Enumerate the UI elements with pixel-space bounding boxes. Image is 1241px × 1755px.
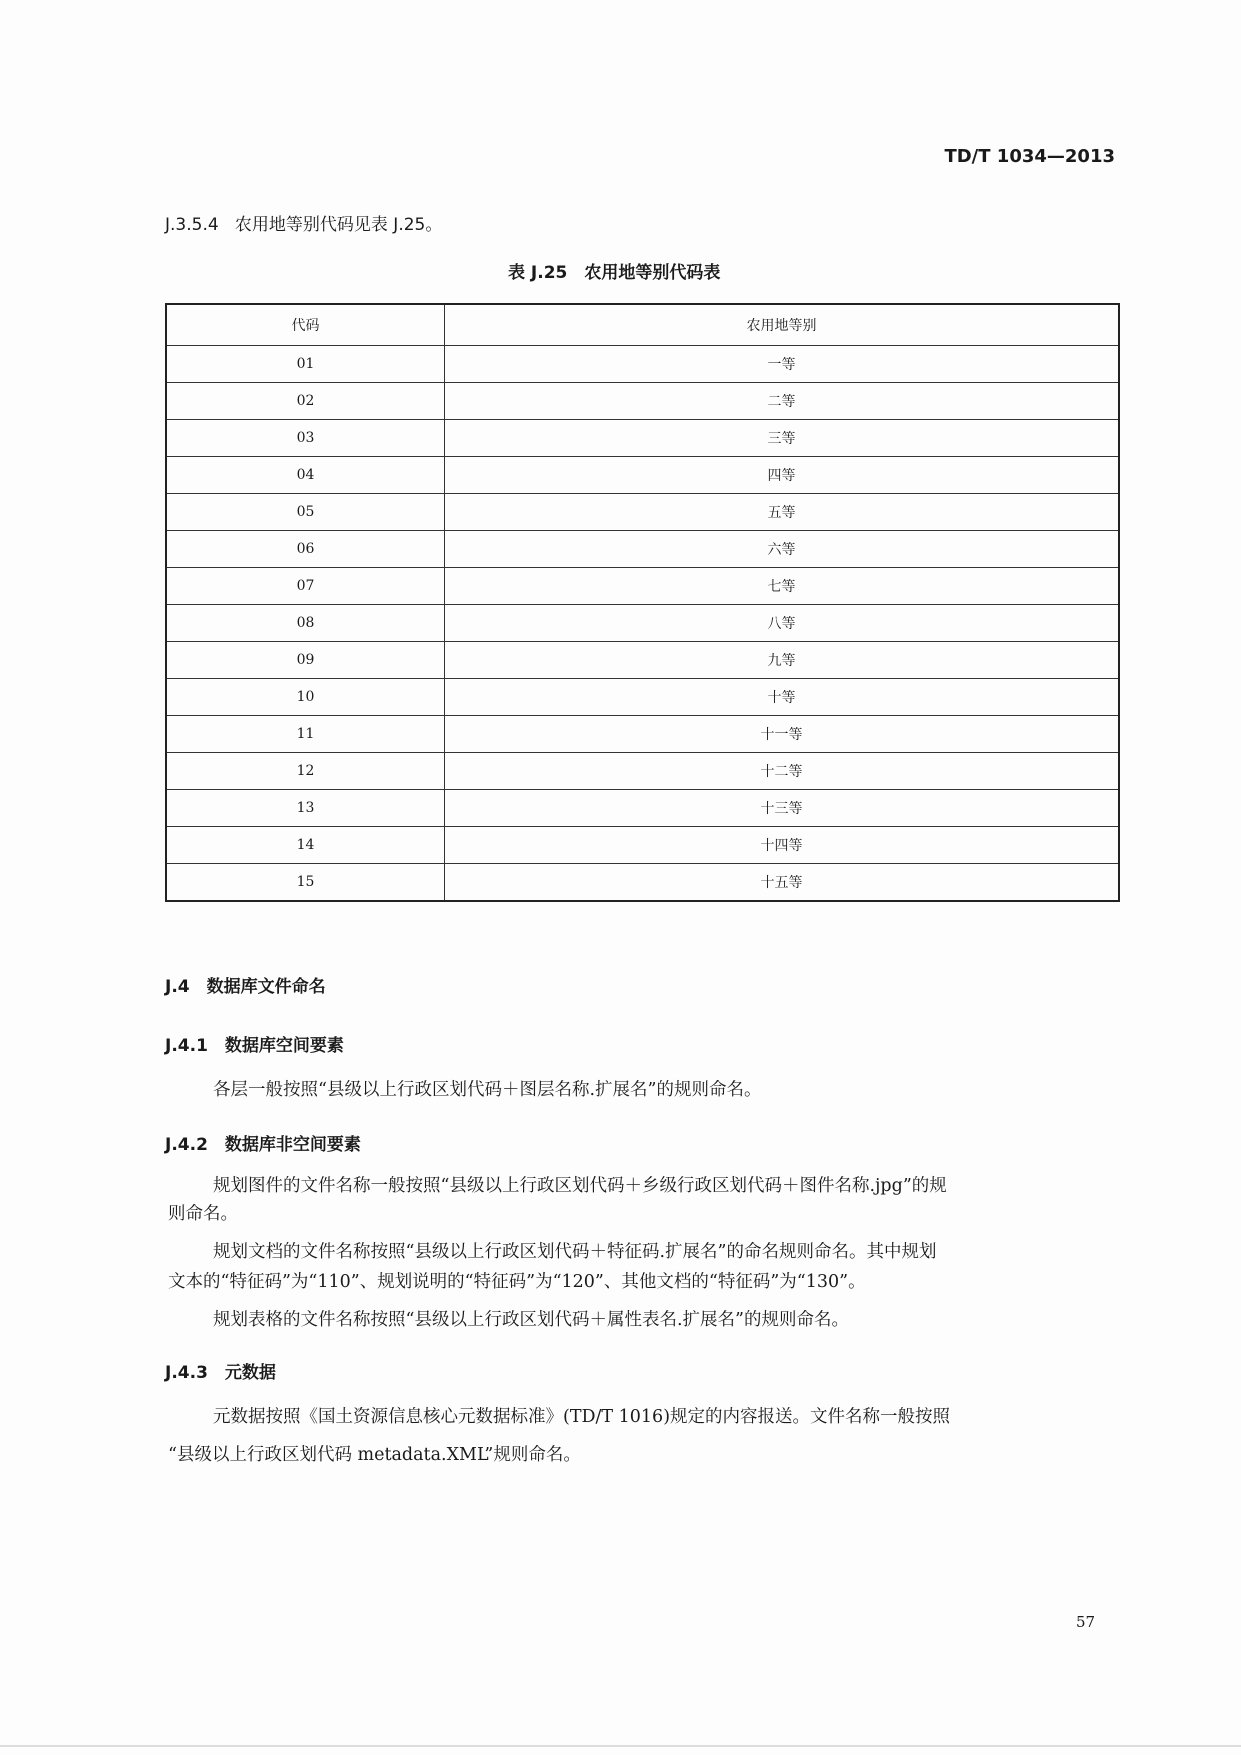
paragraph: 规划文档的文件名称按照“县级以上行政区划代码＋特征码.扩展名”的命名规则命名。其中规划 xyxy=(213,1242,937,1262)
table-caption: 表 J.25 农用地等别代码表 xyxy=(508,263,721,283)
cell-grade: 五等 xyxy=(445,494,1120,531)
cell-grade: 八等 xyxy=(445,605,1120,642)
cell-grade: 十三等 xyxy=(445,790,1120,827)
cell-grade: 十二等 xyxy=(445,753,1120,790)
table-row xyxy=(166,827,1119,864)
paragraph: “县级以上行政区划代码 metadata.XML”规则命名。 xyxy=(168,1445,581,1465)
column-header-grade: 农用地等别 xyxy=(445,304,1120,346)
cell-code: 02 xyxy=(166,383,445,420)
table-row xyxy=(166,457,1119,494)
cell-code: 01 xyxy=(166,346,445,383)
paragraph: 各层一般按照“县级以上行政区划代码＋图层名称.扩展名”的规则命名。 xyxy=(213,1080,762,1100)
paragraph: 元数据按照《国土资源信息核心元数据标准》(TD/T 1016)规定的内容报送。文件名称一般按照 xyxy=(213,1407,951,1427)
table-row xyxy=(166,753,1119,790)
cell-grade: 三等 xyxy=(445,420,1120,457)
cell-grade: 十四等 xyxy=(445,827,1120,864)
cell-code: 14 xyxy=(166,827,445,864)
page-number: 57 xyxy=(1076,1613,1096,1631)
table-row xyxy=(166,531,1119,568)
section-number: J.3.5.4 xyxy=(165,215,219,235)
section-text: 农用地等别代码见表 J.25。 xyxy=(234,215,443,235)
table-row xyxy=(166,494,1119,531)
heading-j41: J.4.1 数据库空间要素 xyxy=(165,1036,344,1056)
standard-number: TD/T 1034—2013 xyxy=(944,146,1115,167)
cell-code: 07 xyxy=(166,568,445,605)
cell-code: 10 xyxy=(166,679,445,716)
cell-code: 12 xyxy=(166,753,445,790)
cell-grade: 十五等 xyxy=(445,864,1120,902)
cell-code: 09 xyxy=(166,642,445,679)
table-row xyxy=(166,420,1119,457)
cell-grade: 十等 xyxy=(445,679,1120,716)
heading-j43: J.4.3 元数据 xyxy=(165,1363,276,1383)
table-row xyxy=(166,642,1119,679)
table-row xyxy=(166,383,1119,420)
heading-j42: J.4.2 数据库非空间要素 xyxy=(165,1135,361,1155)
cell-code: 15 xyxy=(166,864,445,902)
paragraph: 则命名。 xyxy=(168,1204,238,1224)
cell-code: 06 xyxy=(166,531,445,568)
cell-code: 03 xyxy=(166,420,445,457)
paragraph: 文本的“特征码”为“110”、规划说明的“特征码”为“120”、其他文档的“特征码”为“130”。 xyxy=(168,1272,866,1292)
cell-grade: 四等 xyxy=(445,457,1120,494)
grade-code-table xyxy=(165,303,1120,902)
cell-code: 08 xyxy=(166,605,445,642)
table-header-row xyxy=(166,304,1119,346)
section-j354 xyxy=(165,210,442,235)
table-row xyxy=(166,679,1119,716)
cell-grade: 一等 xyxy=(445,346,1120,383)
cell-grade: 十一等 xyxy=(445,716,1120,753)
column-header-code: 代码 xyxy=(166,304,445,346)
cell-code: 04 xyxy=(166,457,445,494)
table-row xyxy=(166,864,1119,902)
cell-code: 05 xyxy=(166,494,445,531)
table-row xyxy=(166,346,1119,383)
table-row xyxy=(166,790,1119,827)
table-row xyxy=(166,605,1119,642)
cell-grade: 七等 xyxy=(445,568,1120,605)
paragraph: 规划图件的文件名称一般按照“县级以上行政区划代码＋乡级行政区划代码＋图件名称.jpg”的规 xyxy=(213,1176,947,1196)
paragraph: 规划表格的文件名称按照“县级以上行政区划代码＋属性表名.扩展名”的规则命名。 xyxy=(213,1310,849,1330)
cell-grade: 九等 xyxy=(445,642,1120,679)
cell-grade: 二等 xyxy=(445,383,1120,420)
cell-code: 11 xyxy=(166,716,445,753)
cell-grade: 六等 xyxy=(445,531,1120,568)
scan-edge xyxy=(0,1745,1241,1747)
table-row xyxy=(166,568,1119,605)
heading-j4: J.4 数据库文件命名 xyxy=(165,977,326,997)
table-row xyxy=(166,716,1119,753)
cell-code: 13 xyxy=(166,790,445,827)
